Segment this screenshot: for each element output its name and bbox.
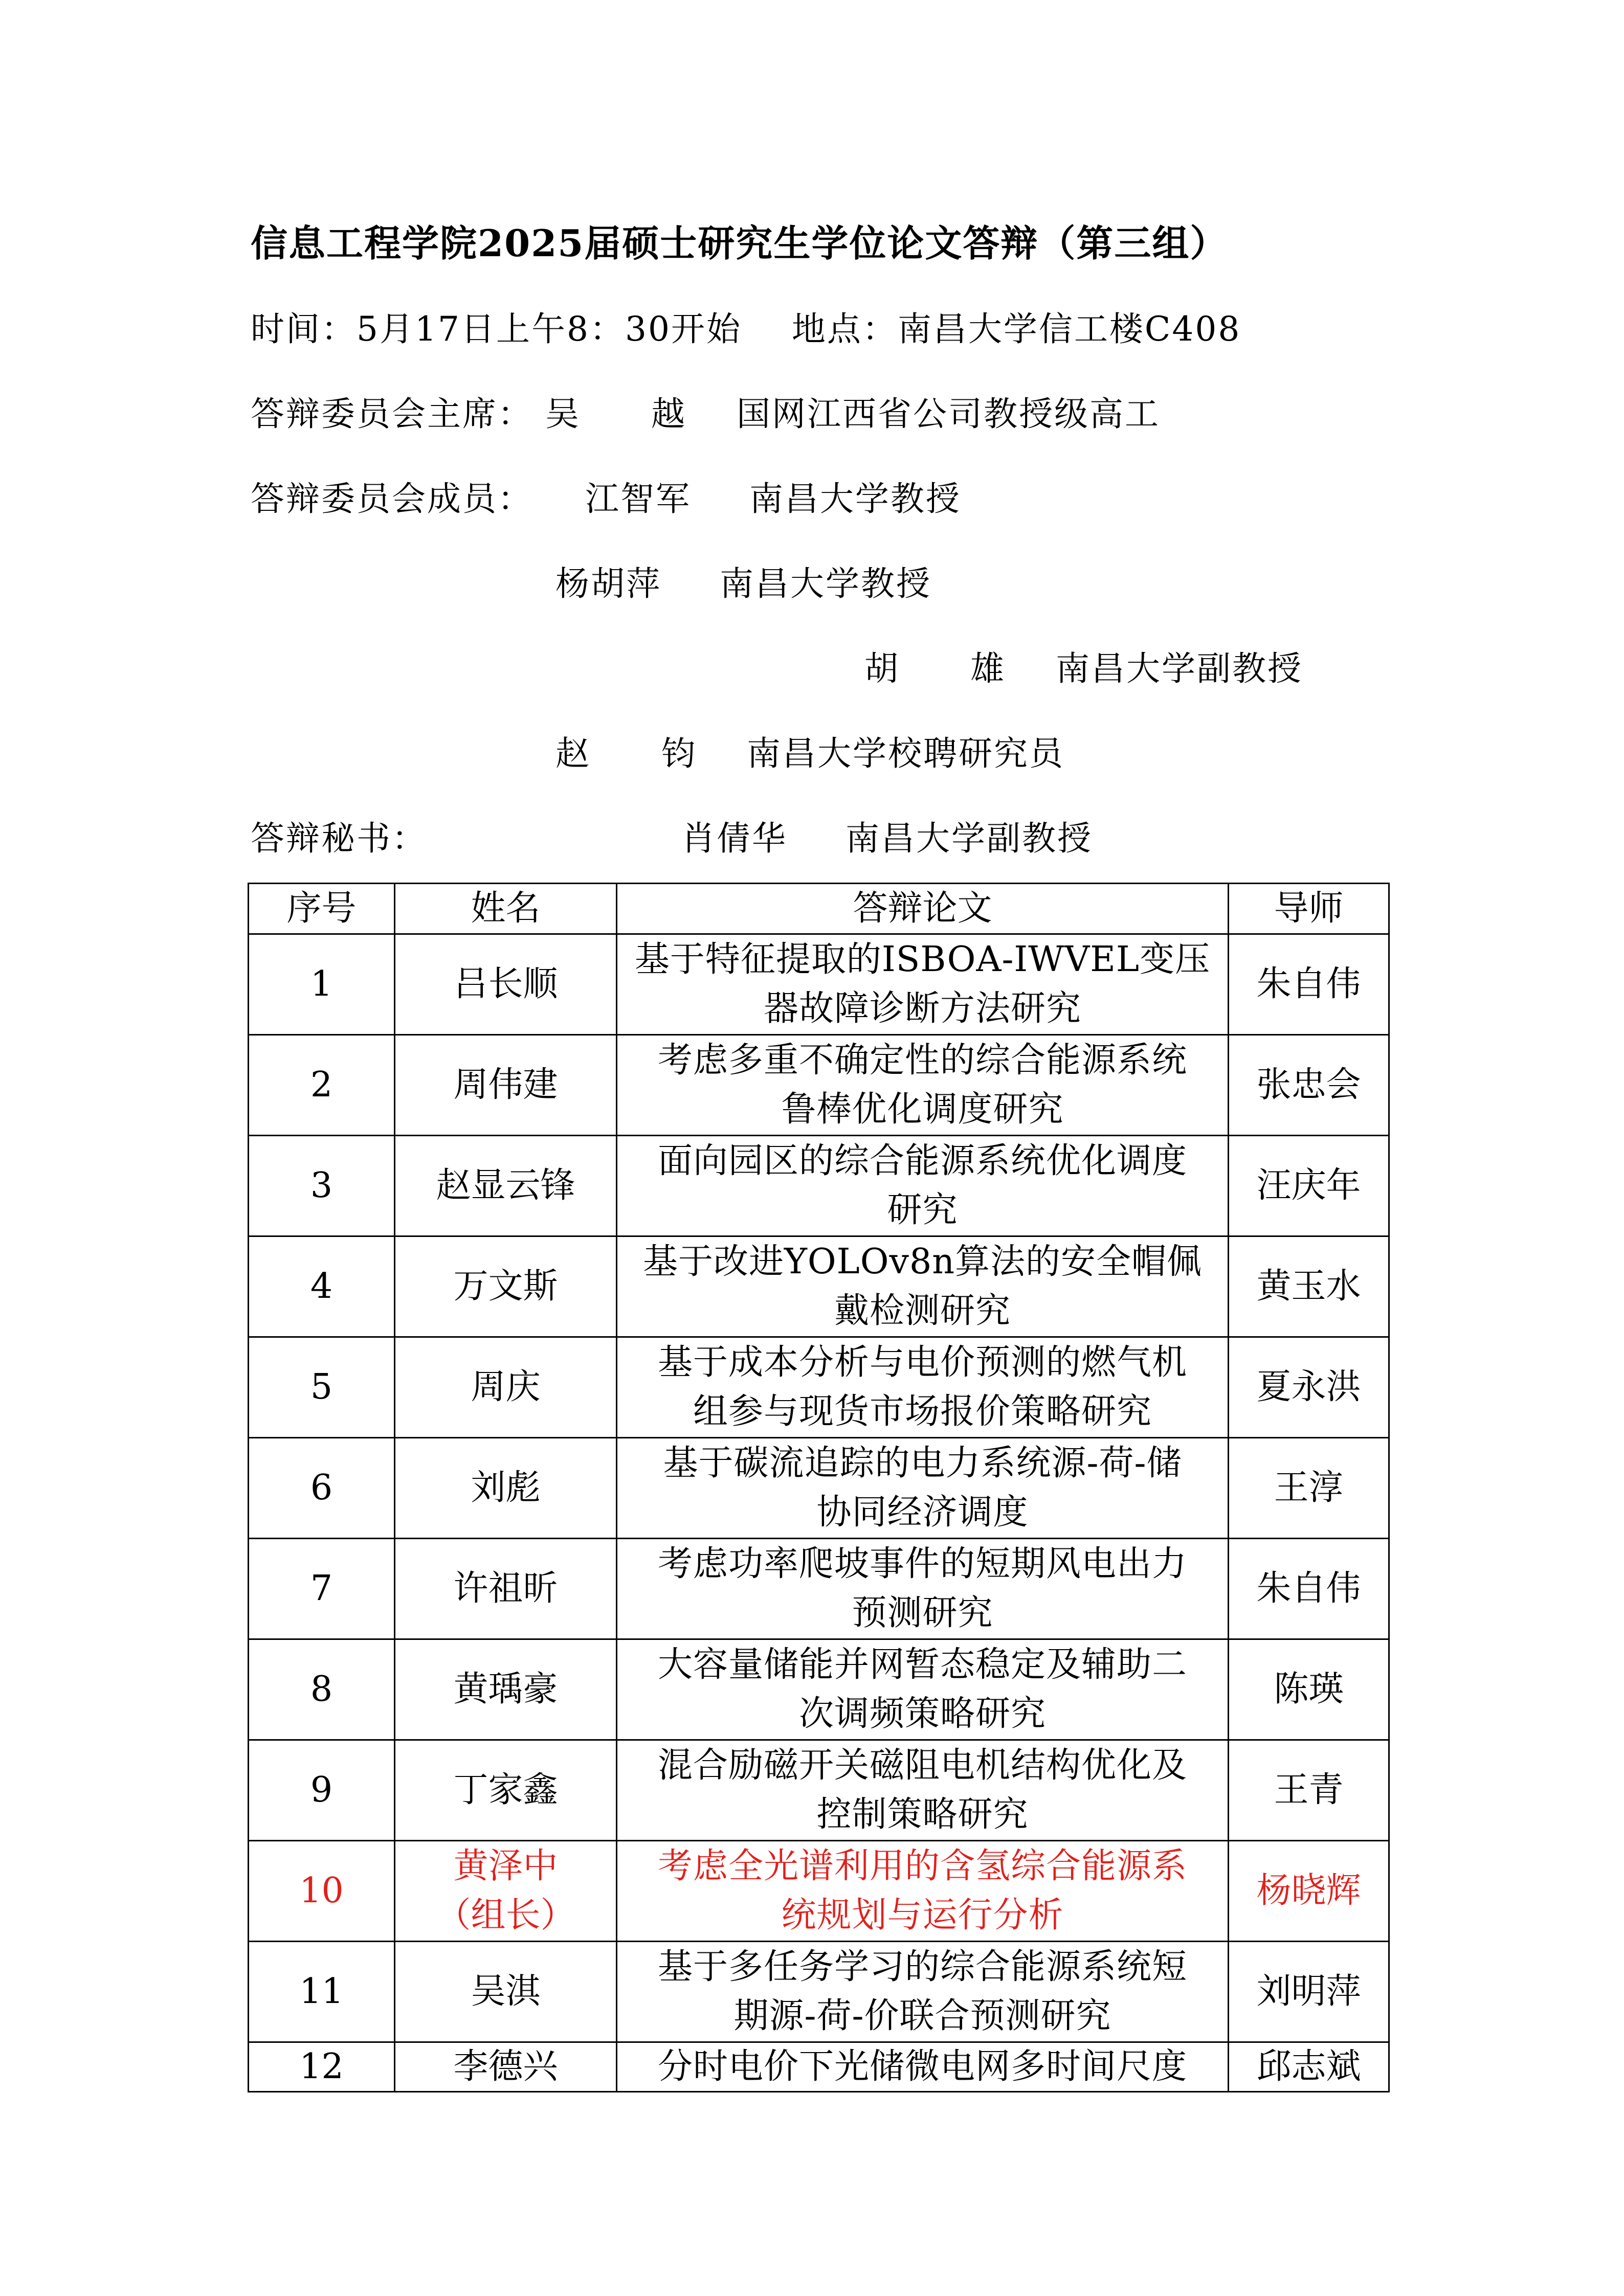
cell-advisor: 朱自伟 <box>1229 1539 1389 1639</box>
thesis-line: 基于碳流追踪的电力系统源-荷-储 <box>663 1443 1182 1483</box>
cell-advisor: 王青 <box>1229 1740 1389 1841</box>
table-row <box>249 1035 1389 1136</box>
cell-no: 4 <box>249 1236 395 1337</box>
thesis-line: 考虑全光谱利用的含氢综合能源系 <box>657 1846 1187 1886</box>
thesis-line: 次调频策略研究 <box>798 1694 1046 1734</box>
cell-thesis <box>617 934 1229 1035</box>
thesis-line: 考虑多重不确定性的综合能源系统 <box>657 1040 1187 1081</box>
member-name: 杨胡萍 <box>555 564 661 603</box>
table-header-row <box>249 884 1389 934</box>
thesis-line: 基于多任务学习的综合能源系统短 <box>657 1947 1187 1987</box>
chair-affiliation: 国网江西省公司教授级高工 <box>736 394 1160 434</box>
secretary-label: 答辩秘书： <box>251 819 427 858</box>
member-affiliation: 南昌大学校聘研究员 <box>746 734 1064 773</box>
thesis-line: 预测研究 <box>852 1593 993 1633</box>
members-line-3 <box>864 641 1303 690</box>
table-row <box>249 934 1389 1035</box>
cell-no: 12 <box>249 2042 395 2092</box>
cell-thesis <box>617 1539 1229 1639</box>
table-row-group-leader <box>249 1841 1389 1942</box>
cell-no: 10 <box>249 1841 395 1942</box>
thesis-line: 面向园区的综合能源系统优化调度 <box>657 1141 1187 1181</box>
cell-thesis <box>617 1136 1229 1236</box>
cell-name: 周庆 <box>395 1337 617 1438</box>
cell-name: 丁家鑫 <box>395 1740 617 1841</box>
cell-thesis <box>617 1639 1229 1740</box>
table-row <box>249 1539 1389 1639</box>
thesis-line: 研究 <box>887 1190 958 1230</box>
thesis-line: 基于改进YOLOv8n算法的安全帽佩 <box>642 1242 1203 1282</box>
cell-thesis <box>617 1942 1229 2042</box>
thesis-line: 鲁棒优化调度研究 <box>781 1089 1064 1130</box>
cell-advisor: 刘明萍 <box>1229 1942 1389 2042</box>
cell-no: 3 <box>249 1136 395 1236</box>
cell-advisor: 黄玉水 <box>1229 1236 1389 1337</box>
cell-no: 7 <box>249 1539 395 1639</box>
secretary-line <box>251 811 1093 860</box>
members-line-1 <box>251 471 961 520</box>
members-line-4 <box>555 726 1064 775</box>
thesis-line: 器故障诊断方法研究 <box>763 988 1081 1029</box>
table-row <box>249 1438 1389 1539</box>
cell-advisor: 王淳 <box>1229 1438 1389 1539</box>
member-affiliation: 南昌大学教授 <box>749 479 961 519</box>
table-row <box>249 1337 1389 1438</box>
cell-no: 11 <box>249 1942 395 2042</box>
thesis-line: 戴检测研究 <box>834 1291 1011 1331</box>
cell-name: 吕长顺 <box>395 934 617 1035</box>
cell-no: 5 <box>249 1337 395 1438</box>
thesis-line: 基于特征提取的ISBOA-IWVEL变压 <box>634 939 1211 980</box>
cell-name: 黄瑀豪 <box>395 1639 617 1740</box>
cell-no: 2 <box>249 1035 395 1136</box>
cell-thesis <box>617 1438 1229 1539</box>
thesis-line: 大容量储能并网暂态稳定及辅助二 <box>657 1645 1187 1685</box>
cell-thesis <box>617 1841 1229 1942</box>
thesis-line: 协同经济调度 <box>816 1492 1029 1533</box>
thesis-line: 控制策略研究 <box>816 1794 1029 1835</box>
cell-advisor: 陈瑛 <box>1229 1639 1389 1740</box>
cell-no: 6 <box>249 1438 395 1539</box>
cell-no: 8 <box>249 1639 395 1740</box>
member-affiliation: 南昌大学副教授 <box>1055 649 1303 688</box>
thesis-line: 分时电价下光储微电网多时间尺度 <box>657 2046 1187 2087</box>
member-name: 赵 钧 <box>555 734 697 773</box>
cell-name <box>395 1841 617 1942</box>
group-leader-note: （组长） <box>436 1895 575 1935</box>
cell-name: 吴淇 <box>395 1942 617 2042</box>
chair-label: 答辩委员会主席： <box>251 394 533 434</box>
chair-name: 吴 越 <box>545 394 686 434</box>
cell-thesis <box>617 1337 1229 1438</box>
table-row <box>249 1942 1389 2042</box>
thesis-line: 基于成本分析与电价预测的燃气机 <box>657 1342 1187 1383</box>
cell-name: 李德兴 <box>395 2042 617 2092</box>
chair-line <box>251 387 1160 435</box>
cell-advisor: 夏永洪 <box>1229 1337 1389 1438</box>
schedule-line <box>251 302 1241 350</box>
page-title: 信息工程学院2025届硕士研究生学位论文答辩（第三组） <box>251 221 1228 265</box>
thesis-line: 混合励磁开关磁阻电机结构优化及 <box>657 1745 1187 1786</box>
cell-advisor: 杨晓辉 <box>1229 1841 1389 1942</box>
cell-no: 9 <box>249 1740 395 1841</box>
cell-advisor: 邱志斌 <box>1229 2042 1389 2092</box>
cell-name: 刘彪 <box>395 1438 617 1539</box>
member-name: 江智军 <box>585 479 691 519</box>
student-name: 黄泽中 <box>453 1846 558 1886</box>
time-text: 时间：5月17日上午8：30开始 <box>251 309 742 349</box>
cell-name: 万文斯 <box>395 1236 617 1337</box>
defense-schedule-table <box>248 883 1390 2092</box>
table-row <box>249 1639 1389 1740</box>
cell-advisor: 张忠会 <box>1229 1035 1389 1136</box>
members-line-2 <box>555 556 931 605</box>
cell-thesis <box>617 1740 1229 1841</box>
header-thesis: 答辩论文 <box>617 884 1229 934</box>
member-name: 胡 雄 <box>864 649 1006 688</box>
cell-no: 1 <box>249 934 395 1035</box>
cell-name: 许祖昕 <box>395 1539 617 1639</box>
header-advisor: 导师 <box>1229 884 1389 934</box>
secretary-name: 肖倩华 <box>681 819 787 858</box>
thesis-line: 组参与现货市场报价策略研究 <box>693 1391 1152 1432</box>
table-row <box>249 1740 1389 1841</box>
cell-name: 赵显云锋 <box>395 1136 617 1236</box>
table-row <box>249 1236 1389 1337</box>
cell-thesis <box>617 1236 1229 1337</box>
cell-thesis <box>617 1035 1229 1136</box>
cell-advisor: 朱自伟 <box>1229 934 1389 1035</box>
thesis-line: 考虑功率爬坡事件的短期风电出力 <box>657 1544 1187 1584</box>
header-no: 序号 <box>249 884 395 934</box>
place-text: 地点：南昌大学信工楼C408 <box>791 309 1241 349</box>
members-label: 答辩委员会成员： <box>251 479 533 519</box>
table-row <box>249 2042 1389 2092</box>
thesis-line: 期源-荷-价联合预测研究 <box>733 1996 1111 2036</box>
cell-advisor: 汪庆年 <box>1229 1136 1389 1236</box>
cell-name: 周伟建 <box>395 1035 617 1136</box>
thesis-line: 统规划与运行分析 <box>781 1895 1064 1935</box>
cell-thesis <box>617 2042 1229 2092</box>
header-name: 姓名 <box>395 884 617 934</box>
member-affiliation: 南昌大学教授 <box>719 564 931 603</box>
secretary-affiliation: 南昌大学副教授 <box>845 819 1093 858</box>
table-row <box>249 1136 1389 1236</box>
